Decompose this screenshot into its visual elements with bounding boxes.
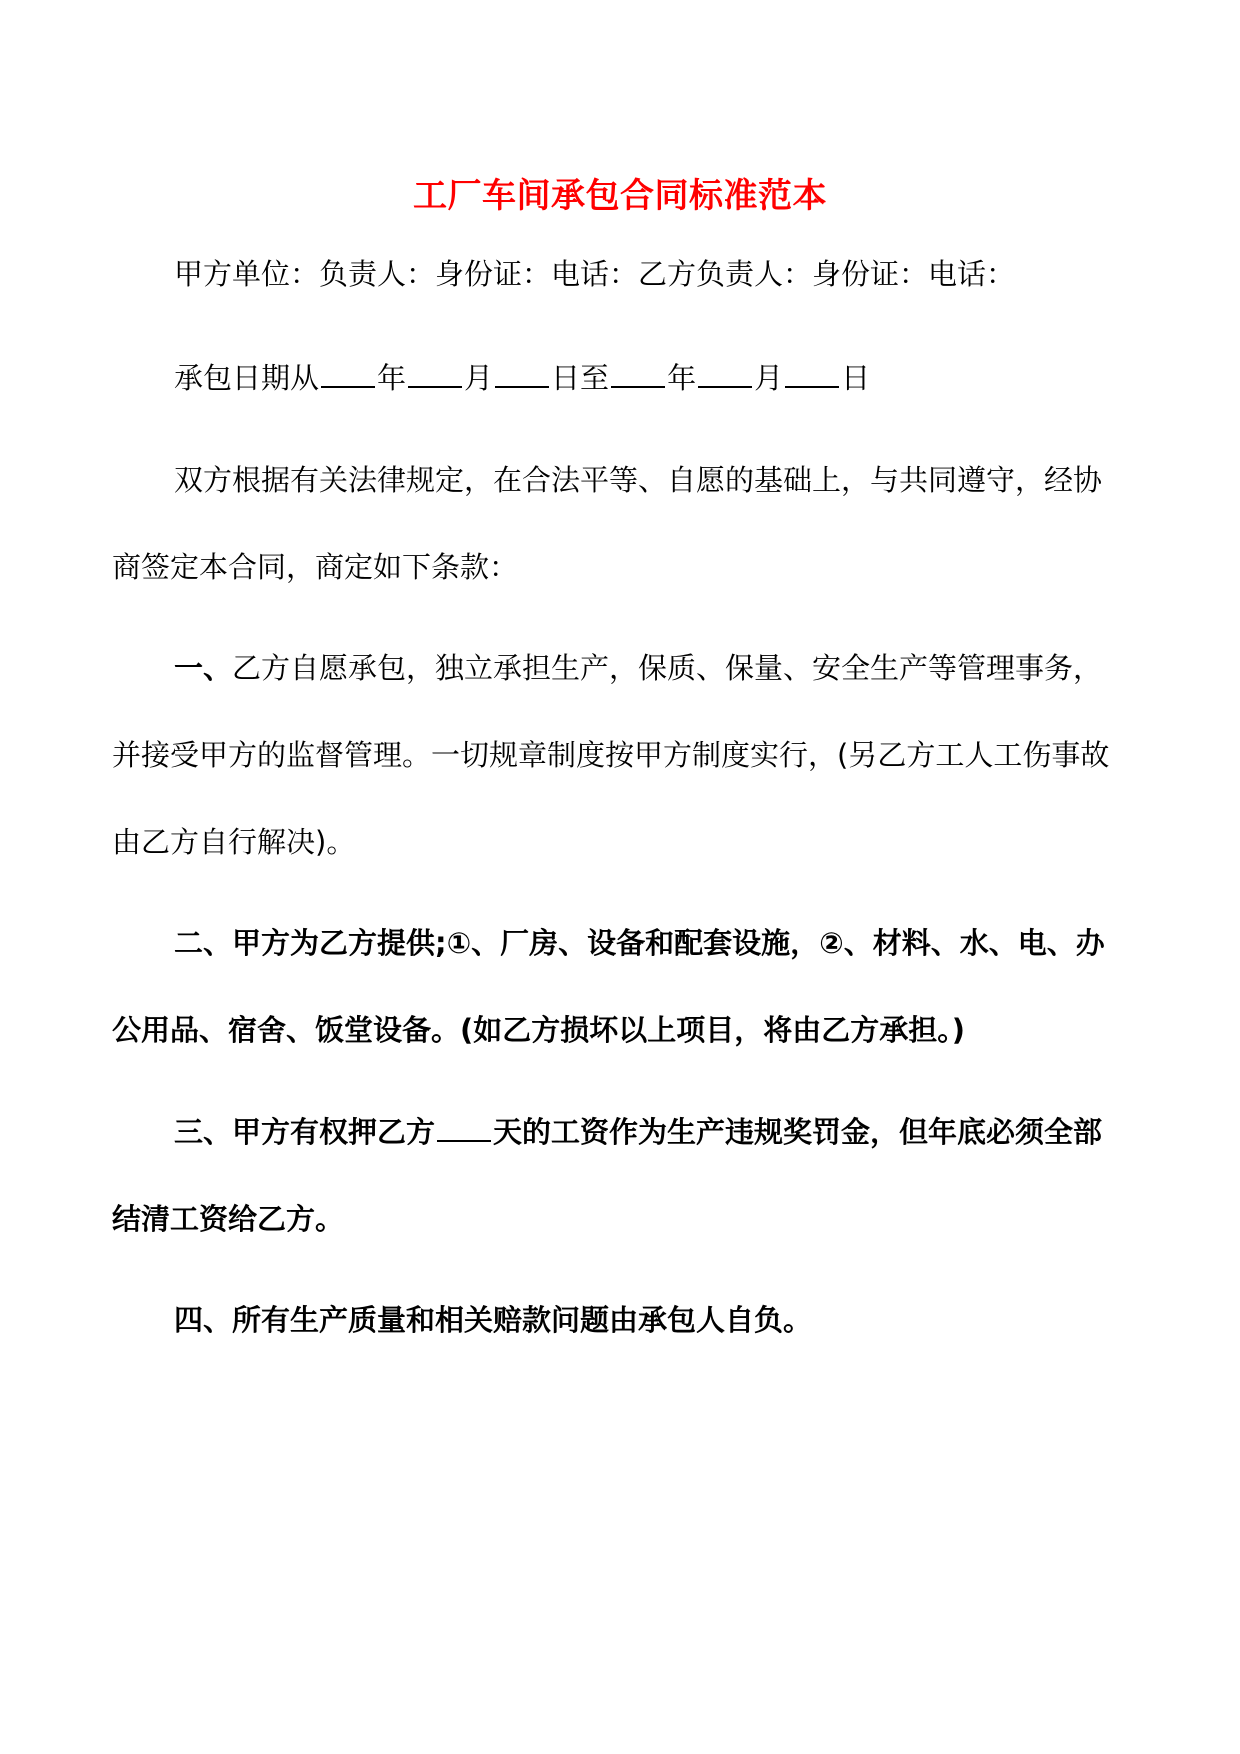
date-prefix: 承包日期从 <box>174 361 320 395</box>
clause-1-line-2: 并接受甲方的监督管理。一切规章制度按甲方制度实行，(另乙方工人工伤事故 <box>112 738 1110 772</box>
date-year-1: 年 <box>377 361 407 395</box>
blank-field <box>321 358 375 388</box>
date-year-2: 年 <box>667 361 697 395</box>
clause-2-line-1: 二、甲方为乙方提供;①、厂房、设备和配套设施，②、材料、水、电、办 <box>174 926 1105 960</box>
date-day-1-to: 日至 <box>551 361 610 395</box>
blank-field <box>785 358 839 388</box>
clause-1-number: 一、 <box>174 651 233 685</box>
date-line <box>174 356 1134 400</box>
clause-3-suffix: 天的工资作为生产违规奖罚金，但年底必须全部 <box>493 1115 1103 1149</box>
clause-2-line-2: 公用品、宿舍、饭堂设备。(如乙方损坏以上项目，将由乙方承担。) <box>112 1013 966 1047</box>
blank-field <box>611 358 665 388</box>
blank-field <box>698 358 752 388</box>
date-month-2: 月 <box>754 361 784 395</box>
clause-3-line-1 <box>174 1110 1134 1154</box>
clause-1-text: 乙方自愿承包，独立承担生产，保质、保量、安全生产等管理事务， <box>232 651 1103 685</box>
date-month-1: 月 <box>464 361 494 395</box>
blank-field <box>408 358 462 388</box>
parties-line: 甲方单位：负责人：身份证：电话：乙方负责人：身份证：电话： <box>174 257 1016 291</box>
date-day-2: 日 <box>841 361 871 395</box>
clause-3-prefix: 三、甲方有权押乙方 <box>174 1115 436 1149</box>
clause-1-line-3: 由乙方自行解决)。 <box>112 825 356 859</box>
clause-4-line-1: 四、所有生产质量和相关赔款问题由承包人自负。 <box>174 1303 813 1337</box>
intro-line-1: 双方根据有关法律规定，在合法平等、自愿的基础上，与共同遵守，经协 <box>174 463 1103 497</box>
document-title: 工厂车间承包合同标准范本 <box>413 176 827 216</box>
clause-1-line-1 <box>174 646 1134 690</box>
intro-line-2: 商签定本合同，商定如下条款： <box>112 550 519 584</box>
clause-3-line-2: 结清工资给乙方。 <box>112 1202 345 1236</box>
blank-field <box>437 1112 491 1142</box>
blank-field <box>495 358 549 388</box>
